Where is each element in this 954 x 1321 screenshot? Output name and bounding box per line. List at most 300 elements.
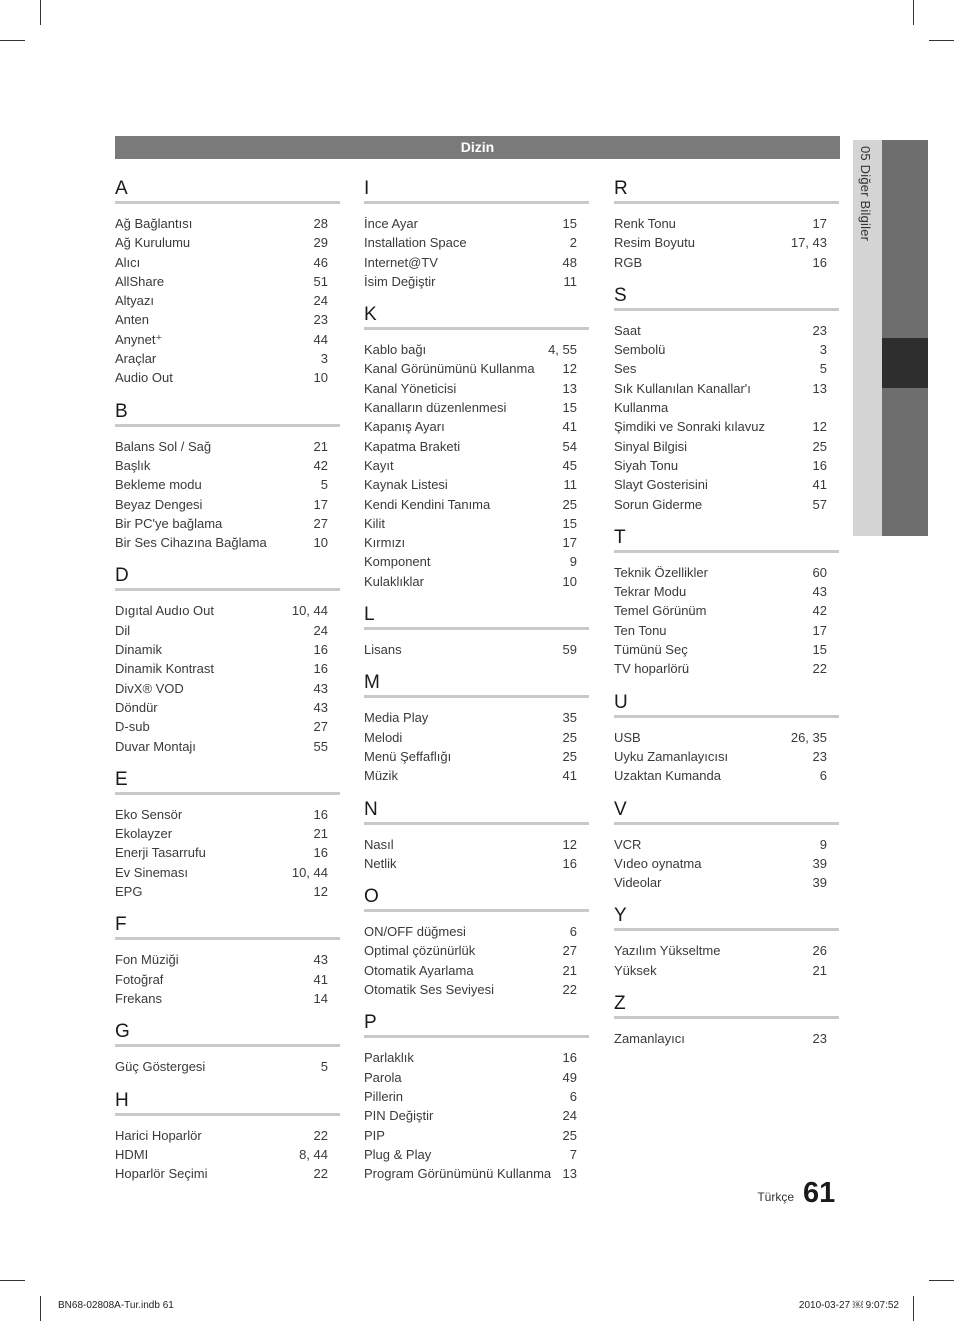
index-term: Kırmızı: [364, 535, 406, 551]
index-page-ref: 13: [562, 1166, 577, 1182]
index-page-ref: 42: [313, 457, 328, 473]
index-entry: [115, 698, 340, 717]
index-term: Nasıl: [364, 836, 394, 852]
index-entry: [364, 253, 589, 272]
index-term: Uzaktan Kumanda: [614, 768, 721, 784]
index-entry: [364, 572, 589, 591]
index-page-ref: 6: [819, 768, 827, 784]
crop-mark: [0, 1280, 25, 1281]
index-entry: [614, 233, 839, 252]
index-page-ref: 5: [320, 1059, 328, 1075]
index-entry: [614, 766, 839, 785]
index-section: [115, 1090, 340, 1184]
index-section: [115, 401, 340, 553]
index-page-ref: 39: [812, 875, 827, 891]
index-entry: [614, 359, 839, 378]
index-page-ref: 10, 44: [291, 603, 328, 619]
index-entry: [115, 272, 340, 291]
index-term: Parlaklık: [364, 1050, 414, 1066]
index-term: Araçlar: [115, 351, 157, 367]
index-entry: [364, 437, 589, 456]
index-term: Otomatik Ayarlama: [364, 962, 474, 978]
index-page-ref: 15: [562, 400, 577, 416]
index-entry: [364, 475, 589, 494]
page-number: 61: [803, 1177, 836, 1209]
index-term: Optimal çözünürlük: [364, 943, 476, 959]
index-section: [115, 565, 340, 755]
index-entry: [115, 1145, 340, 1164]
index-page-ref: 21: [812, 962, 827, 978]
section-letter: S: [614, 285, 839, 311]
index-entry: [115, 989, 340, 1008]
index-term: Başlık: [115, 457, 151, 473]
index-page-ref: 13: [562, 380, 577, 396]
chapter-tab-active-marker: [882, 338, 928, 388]
index-entry: [364, 766, 589, 785]
index-entry: [115, 349, 340, 368]
index-term: Altyazı: [115, 293, 155, 309]
index-entry: [614, 417, 839, 436]
index-term: Pillerin: [364, 1088, 404, 1104]
index-column-3: [614, 178, 839, 1061]
index-term: HDMI: [115, 1146, 149, 1162]
section-letter: B: [115, 401, 340, 427]
index-term: Ev Sineması: [115, 864, 188, 880]
index-term: Hoparlör Seçimi: [115, 1166, 208, 1182]
index-entry: [614, 659, 839, 678]
index-term: Komponent: [364, 554, 431, 570]
index-page-ref: 25: [562, 496, 577, 512]
index-entry: [364, 640, 589, 659]
index-page-ref: 9: [569, 554, 577, 570]
section-letter: E: [115, 769, 340, 795]
index-term: İnce Ayar: [364, 216, 418, 231]
index-page-ref: 16: [313, 845, 328, 861]
index-page-ref: 5: [320, 477, 328, 493]
index-page-ref: 7: [569, 1146, 577, 1162]
index-page-ref: 5: [819, 361, 827, 377]
index-entry: [115, 533, 340, 552]
index-term: Melodi: [364, 729, 403, 745]
index-page-ref: 21: [313, 826, 328, 842]
index-section: [364, 1012, 589, 1183]
index-entry: [614, 621, 839, 640]
index-page-ref: 16: [313, 661, 328, 677]
index-term: Enerji Tasarrufu: [115, 845, 206, 861]
index-entry: [614, 601, 839, 620]
index-entry: [614, 253, 839, 272]
index-entry: [614, 563, 839, 582]
index-page-ref: 6: [569, 924, 577, 940]
index-term: Temel Görünüm: [614, 603, 707, 619]
index-page-ref: 26, 35: [790, 729, 827, 745]
index-term: Güç Göstergesi: [115, 1059, 206, 1075]
index-entry: [364, 1126, 589, 1145]
section-letter: V: [614, 799, 839, 825]
index-term: Döndür: [115, 699, 158, 715]
crop-mark: [929, 40, 954, 41]
index-entry: [364, 359, 589, 378]
section-letter: I: [364, 178, 589, 204]
index-page-ref: 16: [812, 457, 827, 473]
index-entry: [364, 961, 589, 980]
print-slug-timestamp: 2010-03-27 ￼ 9:07:52: [798, 1300, 899, 1311]
index-section: [115, 178, 340, 388]
index-entry: [614, 456, 839, 475]
index-entry: [115, 495, 340, 514]
index-entry: [364, 495, 589, 514]
index-page-ref: 4, 55: [548, 342, 577, 358]
index-term: Menü Şeffaflığı: [364, 748, 452, 764]
index-page-ref: 28: [313, 216, 328, 231]
section-letter: M: [364, 672, 589, 698]
crop-mark: [40, 1296, 41, 1321]
index-term: Balans Sol / Sağ: [115, 438, 212, 454]
index-page-ref: 43: [812, 584, 827, 600]
index-entry: [364, 533, 589, 552]
index-page-ref: 39: [812, 855, 827, 871]
index-page-ref: 42: [812, 603, 827, 619]
index-term: Zamanlayıcı: [614, 1031, 685, 1047]
index-entry: [115, 737, 340, 756]
index-entry: [364, 1068, 589, 1087]
index-term: Yüksek: [614, 962, 657, 978]
print-slug-file: BN68-02808A-Tur.indb 61: [58, 1300, 174, 1311]
index-page-ref: 27: [313, 515, 328, 531]
crop-mark: [0, 40, 25, 41]
index-entry: [364, 922, 589, 941]
index-page-ref: 49: [562, 1069, 577, 1085]
index-entry: [614, 835, 839, 854]
index-section: [364, 178, 589, 291]
index-page-ref: 21: [562, 962, 577, 978]
index-section: [364, 799, 589, 874]
index-page-ref: 24: [313, 622, 328, 638]
index-page-ref: 43: [313, 699, 328, 715]
index-page-ref: 22: [562, 982, 577, 998]
index-term: AllShare: [115, 273, 165, 289]
index-term: Alıcı: [115, 254, 141, 270]
index-term: USB: [614, 729, 641, 745]
index-page-ref: 16: [562, 855, 577, 871]
index-term: Fotoğraf: [115, 971, 164, 987]
index-term: Harici Hoparlör: [115, 1127, 202, 1143]
index-entry: [364, 233, 589, 252]
index-term: Internet@TV: [364, 254, 438, 270]
crop-mark: [913, 1296, 914, 1321]
index-term: Duvar Montajı: [115, 738, 196, 754]
index-page-ref: 14: [313, 990, 328, 1006]
index-section: [614, 993, 839, 1048]
index-page-ref: 41: [562, 419, 577, 435]
index-section: [614, 285, 839, 514]
index-section: [115, 914, 340, 1008]
index-page-ref: 17, 43: [790, 235, 827, 251]
index-page-ref: 43: [313, 952, 328, 968]
index-page-ref: 11: [563, 477, 577, 493]
index-term: Tümünü Seç: [614, 642, 688, 658]
index-entry: [364, 340, 589, 359]
index-term: Slayt Gosterisini: [614, 477, 708, 493]
index-entry: [115, 950, 340, 969]
section-letter: T: [614, 527, 839, 553]
section-letter: D: [115, 565, 340, 591]
index-term: Renk Tonu: [614, 216, 676, 231]
section-letter: H: [115, 1090, 340, 1116]
index-entry: [614, 214, 839, 233]
index-term: Ağ Bağlantısı: [115, 216, 193, 231]
chapter-tab-label: 05 Diğer Bilgiler: [858, 146, 873, 242]
index-entry: [115, 233, 340, 252]
index-entry: [115, 475, 340, 494]
section-letter: F: [115, 914, 340, 940]
index-term: Videolar: [614, 875, 662, 891]
index-entry: [364, 941, 589, 960]
index-page-ref: 27: [313, 719, 328, 735]
index-entry: [115, 456, 340, 475]
index-page-ref: 43: [313, 680, 328, 696]
index-page-ref: 8, 44: [299, 1146, 328, 1162]
index-page-ref: 17: [313, 496, 328, 512]
index-term: DivX® VOD: [115, 680, 184, 696]
index-page-ref: 15: [562, 216, 577, 231]
index-entry: [614, 475, 839, 494]
index-entry: [364, 1087, 589, 1106]
index-term: Kanal Yöneticisi: [364, 380, 457, 396]
index-term: Frekans: [115, 990, 162, 1006]
index-entry: [115, 310, 340, 329]
index-page-ref: 16: [313, 642, 328, 658]
section-letter: L: [364, 604, 589, 630]
section-letter: G: [115, 1021, 340, 1047]
index-entry: [115, 330, 340, 349]
index-section: [614, 178, 839, 272]
index-entry: [614, 437, 839, 456]
index-page-ref: 22: [313, 1166, 328, 1182]
index-entry: [364, 1145, 589, 1164]
index-entry: [364, 417, 589, 436]
index-term: Yazılım Yükseltme: [614, 943, 721, 959]
index-term: Kanal Görünümünü Kullanma: [364, 361, 535, 377]
index-section: [614, 799, 839, 893]
index-term: Teknik Özellikler: [614, 564, 708, 580]
index-term: Bir Ses Cihazına Bağlama: [115, 535, 267, 551]
index-entry: [115, 368, 340, 387]
index-term: Anten: [115, 312, 149, 328]
index-entry: [364, 514, 589, 533]
section-letter: Y: [614, 905, 839, 931]
index-entry: [614, 747, 839, 766]
index-entry: [614, 854, 839, 873]
index-entry: [115, 863, 340, 882]
index-page-ref: 55: [313, 738, 328, 754]
index-page-ref: 23: [812, 1031, 827, 1047]
index-column-2: [364, 178, 589, 1196]
index-term: Ses: [614, 361, 637, 377]
index-term: Dıgıtal Audıo Out: [115, 603, 215, 619]
index-entry: [364, 272, 589, 291]
index-entry: [364, 1048, 589, 1067]
section-letter: K: [364, 304, 589, 330]
index-term: Kaynak Listesi: [364, 477, 448, 493]
crop-mark: [40, 0, 41, 25]
index-page-ref: 27: [562, 943, 577, 959]
index-entry: [364, 980, 589, 999]
index-term: Kulaklıklar: [364, 573, 424, 589]
index-page-ref: 25: [562, 748, 577, 764]
index-page-ref: 17: [812, 216, 827, 231]
index-entry: [115, 601, 340, 620]
index-entry: [364, 854, 589, 873]
index-term: Kanalların düzenlenmesi: [364, 400, 507, 416]
index-term: Plug & Play: [364, 1146, 432, 1162]
index-term: Ağ Kurulumu: [115, 235, 191, 251]
index-entry: [614, 728, 839, 747]
index-entry: [364, 835, 589, 854]
index-page-ref: 54: [562, 438, 577, 454]
index-page-ref: 57: [812, 496, 827, 512]
index-page-ref: 17: [812, 622, 827, 638]
index-page-ref: 59: [562, 642, 577, 658]
index-term: PIP: [364, 1127, 385, 1143]
index-page-ref: 15: [812, 642, 827, 658]
index-entry: [115, 970, 340, 989]
index-term: Kapatma Braketi: [364, 438, 461, 454]
index-page-ref: 13: [812, 380, 827, 396]
section-letter: R: [614, 178, 839, 204]
index-entry: [115, 824, 340, 843]
footer-language: Türkçe: [757, 1190, 794, 1204]
index-term: D-sub: [115, 719, 150, 735]
index-entry: [115, 214, 340, 233]
index-term: Fon Müziği: [115, 952, 179, 968]
index-term: İsim Değiştir: [364, 273, 436, 289]
index-entry: [614, 340, 839, 359]
index-term: Program Görünümünü Kullanma: [364, 1166, 552, 1182]
index-term: Vıdeo oynatma: [614, 855, 702, 871]
index-page-ref: 26: [812, 943, 827, 959]
index-term: Anynet⁺: [115, 331, 163, 347]
index-page-ref: 46: [313, 254, 328, 270]
index-entry: [614, 941, 839, 960]
index-entry: [614, 321, 839, 340]
index-section: [364, 304, 589, 591]
index-entry: [614, 873, 839, 892]
index-entry: [364, 379, 589, 398]
index-page-ref: 10, 44: [291, 864, 328, 880]
section-letter: Z: [614, 993, 839, 1019]
index-term: Sık Kullanılan Kanallar'ı Kullanma: [614, 380, 751, 416]
index-entry: [364, 1106, 589, 1125]
index-entry: [115, 253, 340, 272]
index-term: Beyaz Dengesi: [115, 496, 203, 512]
index-section: [115, 769, 340, 901]
index-page-ref: 41: [313, 971, 328, 987]
index-entry: [115, 805, 340, 824]
index-term: Kapanış Ayarı: [364, 419, 445, 435]
index-page-ref: 48: [562, 254, 577, 270]
index-term: Ekolayzer: [115, 826, 173, 842]
index-page-ref: 6: [569, 1088, 577, 1104]
index-title-bar: Dizin: [115, 136, 840, 159]
index-entry: [614, 640, 839, 659]
index-page-ref: 17: [562, 535, 577, 551]
crop-mark: [913, 0, 914, 25]
index-entry: [115, 640, 340, 659]
index-page-ref: 24: [562, 1108, 577, 1124]
index-page-ref: 41: [812, 477, 827, 493]
index-term: Sorun Giderme: [614, 496, 703, 512]
index-column-1: [115, 178, 340, 1196]
section-letter: N: [364, 799, 589, 825]
index-page-ref: 12: [562, 836, 577, 852]
index-entry: [614, 582, 839, 601]
index-entry: [115, 882, 340, 901]
index-term: Dinamik Kontrast: [115, 661, 214, 677]
index-entry: [364, 708, 589, 727]
index-entry: [115, 1057, 340, 1076]
section-letter: U: [614, 692, 839, 718]
index-term: Netlik: [364, 855, 397, 871]
index-page-ref: 23: [313, 312, 328, 328]
section-letter: A: [115, 178, 340, 204]
index-page-ref: 16: [562, 1050, 577, 1066]
chapter-tab-dark-lower: [882, 388, 928, 536]
index-term: TV hoparlörü: [614, 661, 690, 677]
index-term: Sembolü: [614, 342, 666, 358]
index-page-ref: 16: [812, 254, 827, 270]
index-section: [364, 672, 589, 785]
index-term: EPG: [115, 884, 143, 900]
index-term: Kablo bağı: [364, 342, 427, 358]
index-term: Müzik: [364, 768, 398, 784]
index-term: Bekleme modu: [115, 477, 202, 493]
crop-mark: [929, 1280, 954, 1281]
index-page-ref: 12: [562, 361, 577, 377]
index-page-ref: 51: [313, 273, 328, 289]
index-page-ref: 22: [313, 1127, 328, 1143]
index-page-ref: 29: [313, 235, 328, 251]
index-page-ref: 3: [320, 351, 328, 367]
index-page-ref: 60: [812, 564, 827, 580]
index-entry: [364, 747, 589, 766]
index-page-ref: 12: [812, 419, 827, 435]
index-term: Lisans: [364, 642, 402, 658]
index-term: VCR: [614, 836, 642, 852]
index-page-ref: 22: [812, 661, 827, 677]
index-term: Parola: [364, 1069, 402, 1085]
index-page-ref: 15: [562, 515, 577, 531]
index-entry: [115, 437, 340, 456]
index-section: [364, 886, 589, 999]
index-term: Audio Out: [115, 370, 173, 386]
index-term: Uyku Zamanlayıcısı: [614, 748, 729, 764]
index-entry: [364, 398, 589, 417]
index-page-ref: 45: [562, 457, 577, 473]
index-term: PIN Değiştir: [364, 1108, 434, 1124]
index-page-ref: 9: [819, 836, 827, 852]
index-term: Saat: [614, 322, 641, 338]
index-entry: [364, 214, 589, 233]
index-page-ref: 25: [562, 1127, 577, 1143]
index-page-ref: 16: [313, 806, 328, 822]
index-section: [115, 1021, 340, 1076]
index-entry: [115, 621, 340, 640]
index-section: [614, 905, 839, 980]
index-term: Sinyal Bilgisi: [614, 438, 687, 454]
index-term: Şimdiki ve Sonraki kılavuz: [614, 419, 765, 435]
index-term: Bir PC'ye bağlama: [115, 515, 223, 531]
